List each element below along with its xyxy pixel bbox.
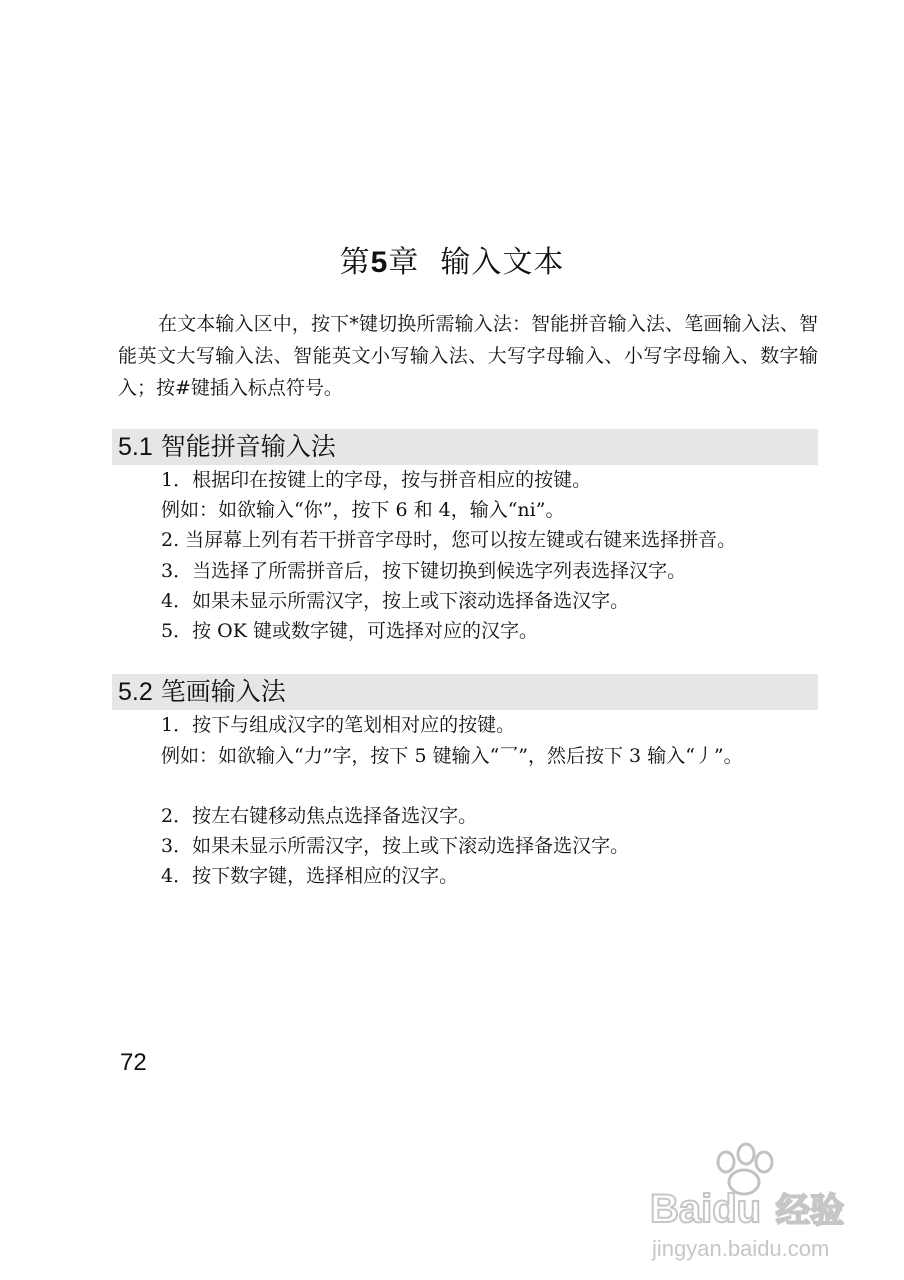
- section1-step-4: 4．如果未显示所需汉字，按上或下滚动选择备选汉字。: [161, 590, 630, 612]
- section-title: 笔画输入法: [160, 677, 286, 706]
- chapter-title: [0, 243, 904, 283]
- section2-example: 例如：如欲输入“力”字，按下 5 键输入“乛”，然后按下 3 输入“丿”。: [161, 745, 743, 767]
- section1-step-5: 5．按 OK 键或数字键，可选择对应的汉字。: [161, 620, 538, 642]
- section1-step-2: 2. 当屏幕上列有若干拼音字母时，您可以按左键或右键来选择拼音。: [161, 529, 737, 551]
- section-heading-5-2: [112, 674, 818, 710]
- section1-example: 例如：如欲输入“你”，按下 6 和 4，输入“ni”。: [161, 499, 565, 521]
- section2-step-2: 2．按左右键移动焦点选择备选汉字。: [161, 805, 478, 827]
- section1-step-1: 1．根据印在按键上的字母，按与拼音相应的按键。: [161, 469, 592, 491]
- section-number: 5.1: [118, 433, 153, 461]
- section2-step-3: 3．如果未显示所需汉字，按上或下滚动选择备选汉字。: [161, 835, 630, 857]
- watermark-brand: Baidu: [650, 1187, 762, 1231]
- section-title: 智能拼音输入法: [160, 432, 336, 461]
- chapter-name: 输入文本: [440, 245, 565, 280]
- watermark-url: jingyan.baidu.com: [652, 1236, 830, 1261]
- section-number: 5.2: [118, 678, 153, 706]
- watermark-brand-cn: 经验: [776, 1191, 844, 1231]
- chapter-suffix: 章: [388, 245, 420, 280]
- section2-step-1: 1．按下与组成汉字的笔划相对应的按键。: [161, 714, 516, 736]
- chapter-number: 5: [370, 246, 389, 279]
- baidu-jingyan-watermark: [648, 1140, 888, 1270]
- section2-step-4: 4．按下数字键，选择相应的汉字。: [161, 865, 459, 887]
- intro-paragraph: 在文本输入区中，按下*键切换所需输入法：智能拼音输入法、笔画输入法、智能英文大写输入法、智能英文小写输入法、大写字母输入、小写字母输入、数字输入；按#键插入标点符号。: [118, 313, 818, 399]
- page-number: 72: [120, 1049, 147, 1076]
- section-heading-5-1: [112, 429, 818, 465]
- chapter-prefix: 第: [339, 245, 371, 280]
- section1-step-3: 3．当选择了所需拼音后，按下键切换到候选字列表选择汉字。: [161, 560, 687, 582]
